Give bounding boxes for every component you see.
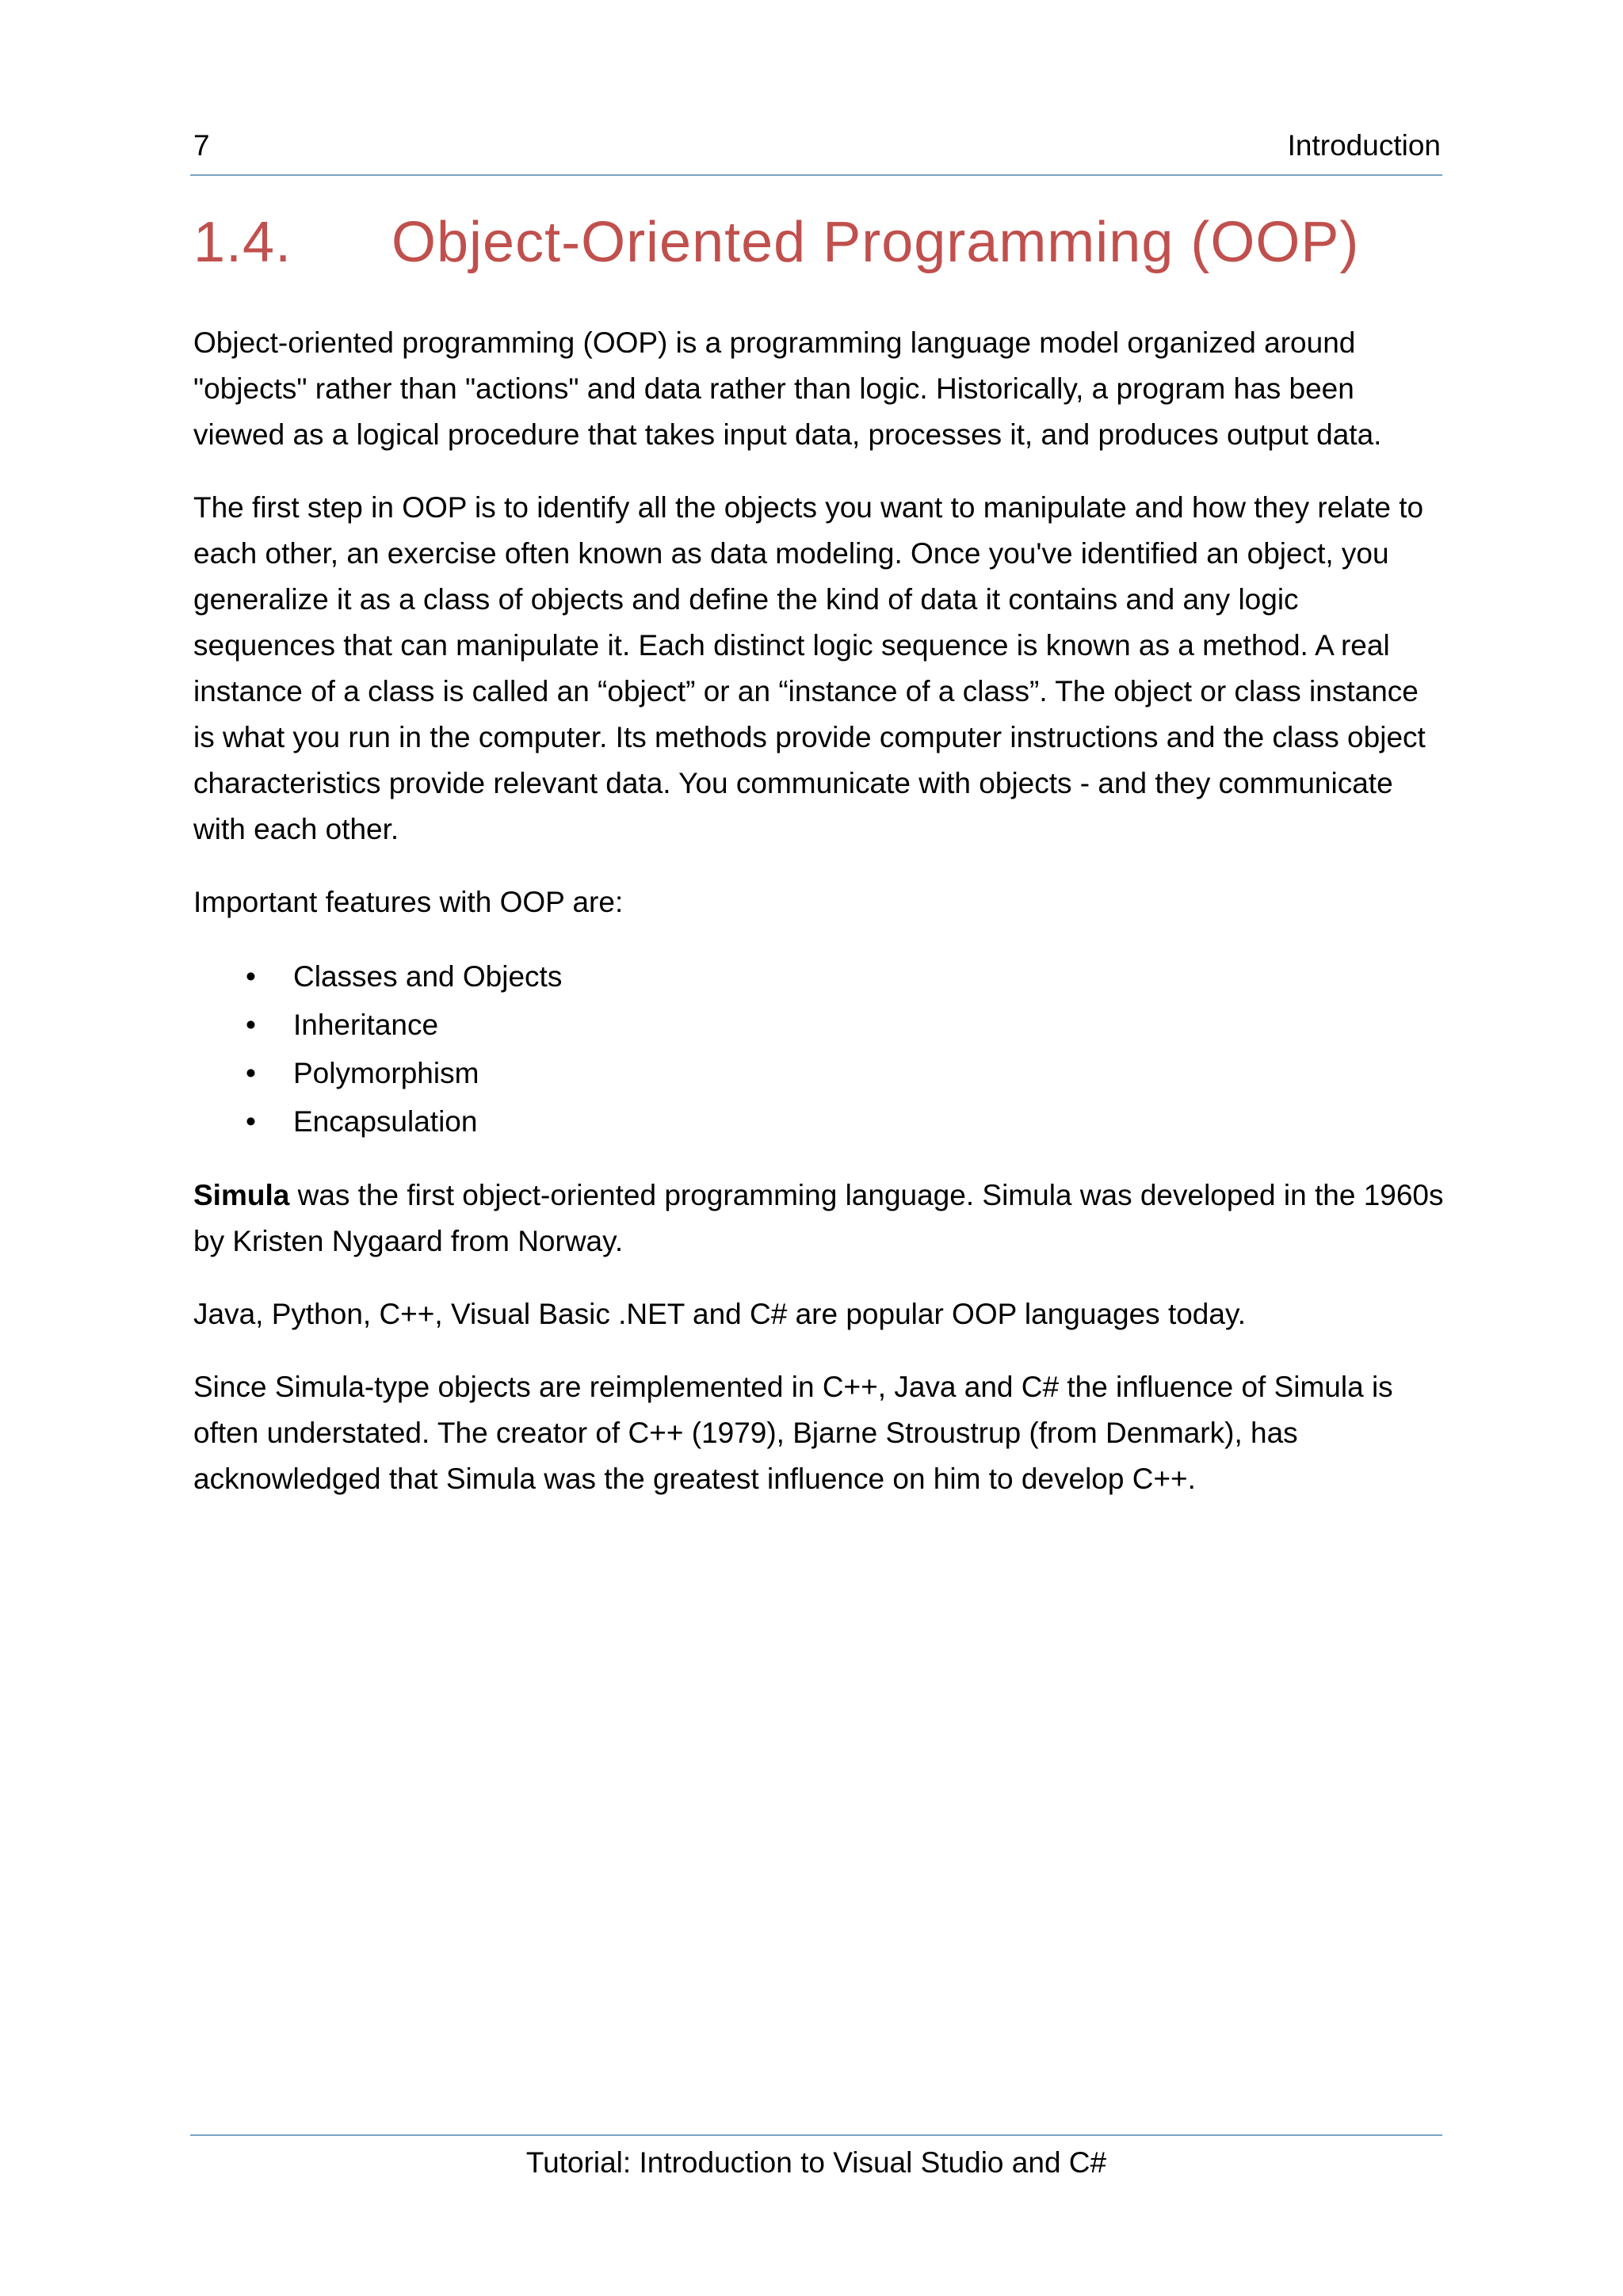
paragraph-popular-languages: Java, Python, C++, Visual Basic .NET and C# are popular OOP languages today.	[193, 1298, 1246, 1330]
section-number: 1.4.	[193, 211, 292, 274]
paragraph-oop-first-step: The first step in OOP is to identify all the objects you want to manipulate and how they relate to each other, an exercise often known as data modeling. Once you've identified an object, you generalize it as a class of objects and define the kind of data it contains and any logic sequences that can manipulate it. Each distinct logic sequence is known as a method. A real instance of a class is called an “object” or an “instance of a class”. The object or class instance is what you run in the computer. Its methods provide computer instructions and the class object characteristics provide relevant data. You communicate with objects - and they communicate with each other.	[193, 491, 1426, 845]
list-item	[193, 1049, 1445, 1097]
bullet-icon: •	[246, 1057, 256, 1089]
list-item	[193, 952, 1445, 1001]
paragraph-simula	[193, 1173, 1445, 1264]
running-title: Introduction	[1287, 129, 1441, 162]
paragraph-features-intro: Important features with OOP are:	[193, 886, 624, 918]
bullet-icon: •	[246, 1105, 256, 1138]
paragraph-simula-influence: Since Simula-type objects are reimplemented in C++, Java and C# the influence of Simula is often understated. The creator of C++ (1979), Bjarne Stroustrup (from Denmark), has acknowledged that Simula was the greatest influence on him to develop C++.	[193, 1371, 1393, 1495]
list-item-label: Polymorphism	[293, 1057, 479, 1089]
list-item	[193, 1097, 1445, 1146]
simula-description: was the first object-oriented programming language. Simula was developed in the 1960s by Kristen Nygaard from Norway.	[193, 1179, 1444, 1257]
section-body	[193, 320, 1445, 1529]
section-title: Object-Oriented Programming (OOP)	[391, 211, 1360, 274]
section-heading	[193, 206, 1445, 279]
header-divider	[190, 174, 1442, 176]
page-number: 7	[193, 129, 210, 162]
list-item-label: Encapsulation	[293, 1105, 478, 1138]
list-item	[193, 1001, 1445, 1049]
simula-term: Simula	[193, 1179, 290, 1211]
footer-divider	[190, 2134, 1442, 2136]
page-header	[193, 125, 1441, 166]
page-footer: Tutorial: Introduction to Visual Studio and C#	[525, 2146, 1107, 2179]
features-list	[193, 952, 1445, 1146]
list-item-label: Inheritance	[293, 1009, 439, 1041]
bullet-icon: •	[246, 1009, 256, 1041]
paragraph-oop-definition: Object-oriented programming (OOP) is a programming language model organized around "objects" rather than "actions" and data rather than logic. Historically, a program has been viewed as a logical procedure that takes input data, processes it, and produces output data.	[193, 326, 1382, 451]
list-item-label: Classes and Objects	[293, 960, 563, 993]
bullet-icon: •	[246, 960, 256, 993]
